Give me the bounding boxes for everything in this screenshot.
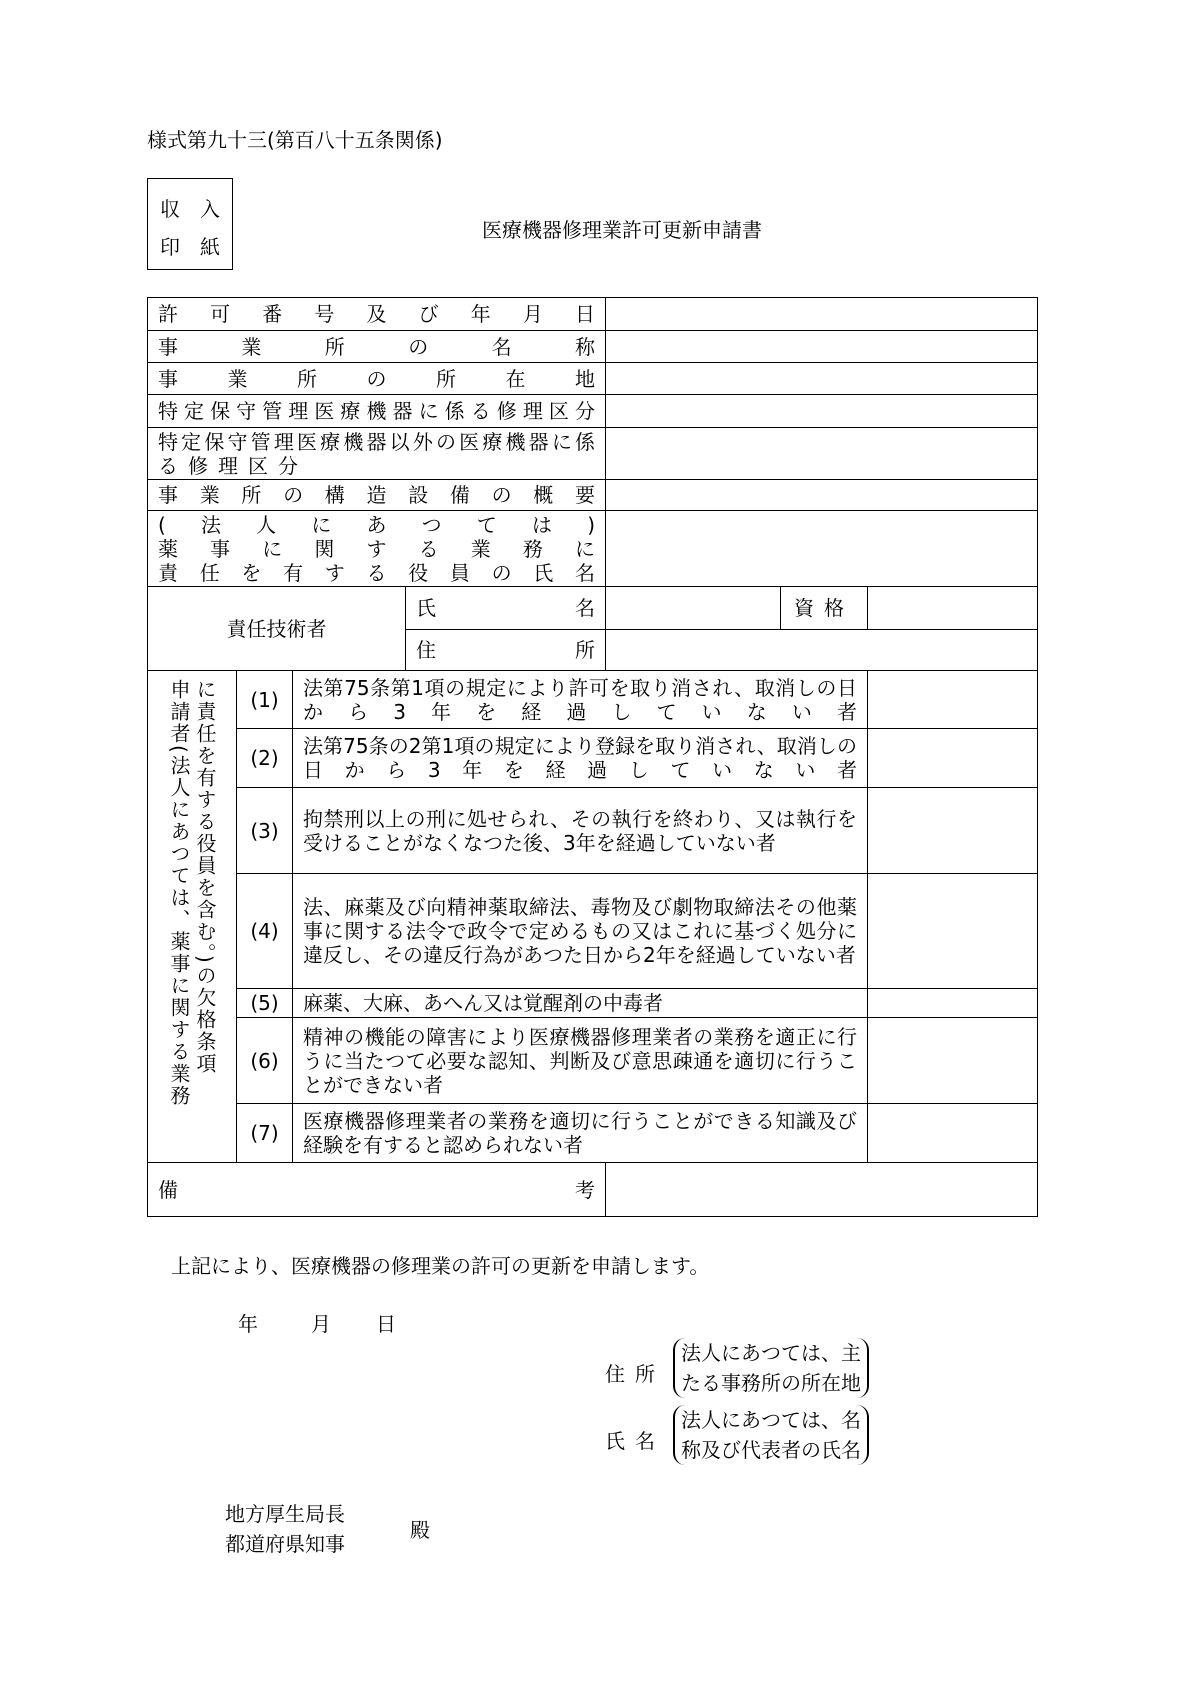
item-text: 拘禁刑以上の刑に処せられ、その執行を終わり、又は執行を受けることがなくなつた後、3年を経過していない者 [293, 788, 868, 874]
engineer-label: 責任技術者 [148, 587, 406, 671]
remarks-field[interactable] [606, 1163, 1038, 1217]
office-name-field[interactable] [606, 331, 1038, 363]
facility-field[interactable] [606, 480, 1038, 511]
date-month: 月 [311, 1312, 331, 1336]
address-note-line2: たる事務所の所在地 [681, 1371, 861, 1395]
item-text: 医療機器修理業者の業務を適切に行うことができる知識及び経験を有すると認められない者 [293, 1104, 868, 1163]
addressee-line1: 地方厚生局長 [225, 1502, 345, 1526]
item-number: (2) [237, 729, 293, 788]
item-text: 精神の機能の障害により医療機器修理業者の業務を適正に行うに当たつて必要な認知、判断及び意思疎通を適切に行うことができない者 [293, 1018, 868, 1104]
qualification-field[interactable] [868, 587, 1038, 630]
item-field[interactable] [868, 729, 1038, 788]
item-field[interactable] [868, 989, 1038, 1018]
item-number: (1) [237, 671, 293, 729]
date-year: 年 [238, 1312, 258, 1336]
stamp-label-1: 収 入 [160, 197, 220, 221]
item-number: (5) [237, 989, 293, 1018]
officer-field[interactable] [606, 511, 1038, 587]
item-field[interactable] [868, 1104, 1038, 1163]
addressee-line2: 都道府県知事 [225, 1532, 345, 1556]
facility-label: 事業所の構造設備の概要 [148, 480, 606, 511]
name-note-line1: 法人にあつては、名 [681, 1408, 861, 1432]
specific-category-label: 特定保守管理医療機器に係る修理区分 [148, 395, 606, 428]
other-category-line1: 特定保守管理医療機器以外の医療機器に係 [158, 429, 595, 454]
office-location-field[interactable] [606, 363, 1038, 395]
form-number: 様式第九十三(第百八十五条関係) [147, 128, 443, 152]
item-text: 法第75条の2第1項の規定により登録を取り消され、取消しの日から3年を経過していない者 [293, 729, 868, 788]
address-note-line1: 法人にあつては、主 [681, 1341, 861, 1365]
item-field[interactable] [868, 874, 1038, 989]
office-name-label: 事業所の名称 [148, 331, 606, 363]
officer-label [148, 511, 606, 587]
engineer-address-field[interactable] [606, 630, 1038, 671]
item-field[interactable] [868, 1018, 1038, 1104]
engineer-address-label: 住所 [406, 630, 606, 671]
disqualification-label-col2: に責任を有する役員を含む。)の欠格条項 [193, 679, 217, 1075]
item-number: (6) [237, 1018, 293, 1104]
license-field[interactable] [606, 298, 1038, 331]
applicant-address-note [673, 1338, 869, 1398]
item-number: (4) [237, 874, 293, 989]
applicant-name-note [673, 1405, 869, 1465]
applicant-address-label: 住所 [605, 1362, 655, 1386]
item-text: 法、麻薬及び向精神薬取締法、毒物及び劇物取締法その他薬事に関する法令で政令で定めるもの又はこれに基づく処分に違反し、その違反行為があつた日から2年を経過していない者 [293, 874, 868, 989]
item-field[interactable] [868, 788, 1038, 874]
applicant-name-label: 氏名 [605, 1429, 655, 1453]
date-day: 日 [376, 1312, 396, 1336]
item-text: 麻薬、大麻、あへん又は覚醒剤の中毒者 [293, 989, 868, 1018]
item-number: (7) [237, 1104, 293, 1163]
license-label: 許可番号及び年月日 [148, 298, 606, 331]
page-title: 医療機器修理業許可更新申請書 [482, 218, 762, 242]
officer-line2: 薬事に関する業務に [158, 536, 595, 561]
item-number: (3) [237, 788, 293, 874]
addressee-honorific: 殿 [410, 1518, 430, 1542]
office-location-label: 事業所の所在地 [148, 363, 606, 395]
disqualification-label [148, 671, 237, 1163]
application-table [147, 297, 1038, 1217]
engineer-name-label: 氏名 [406, 587, 606, 630]
officer-line1: (法人にあつては) [158, 512, 595, 537]
other-category-field[interactable] [606, 428, 1038, 480]
engineer-name-field[interactable] [606, 587, 781, 630]
stamp-label-2: 印 紙 [160, 235, 220, 259]
remarks-label: 備考 [148, 1163, 606, 1217]
officer-line3: 責任を有する役員の氏名 [158, 560, 595, 585]
item-text: 法第75条第1項の規定により許可を取り消され、取消しの日から3年を経過していない者 [293, 671, 868, 729]
name-note-line2: 称及び代表者の氏名 [681, 1438, 861, 1462]
other-category-line2: る修理区分 [158, 453, 298, 478]
disqualification-label-col1: 申請者(法人にあつては、薬事に関する業務 [167, 679, 191, 1107]
revenue-stamp-box [147, 178, 233, 270]
other-category-label [148, 428, 606, 480]
qualification-label: 資格 [781, 587, 868, 630]
declaration-text: 上記により、医療機器の修理業の許可の更新を申請します。 [171, 1254, 710, 1278]
item-field[interactable] [868, 671, 1038, 729]
specific-category-field[interactable] [606, 395, 1038, 428]
